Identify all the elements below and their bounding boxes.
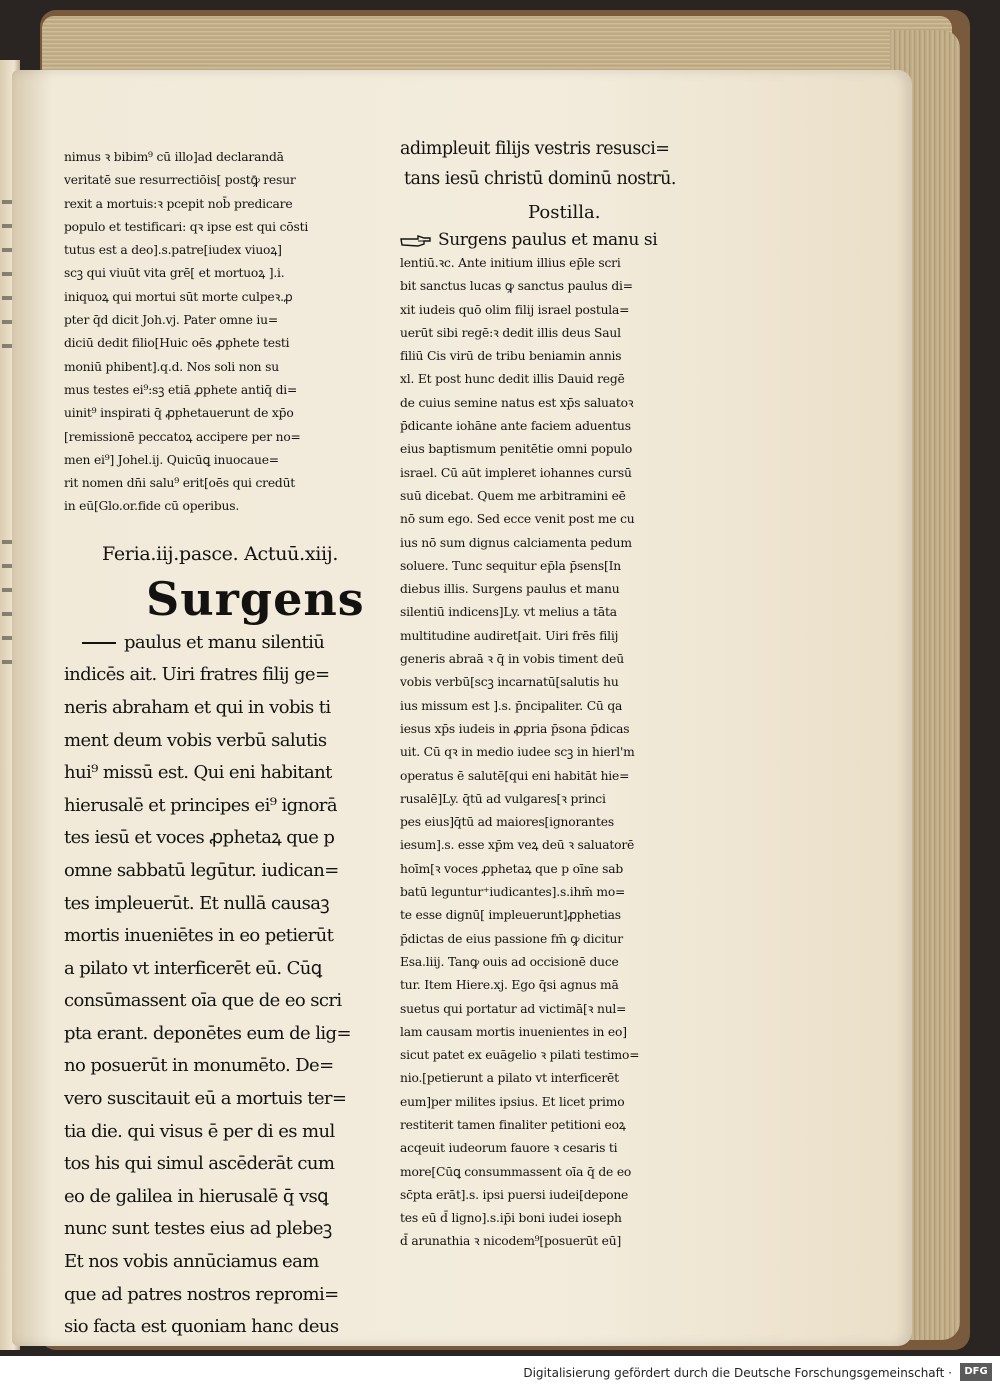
postilla-incipit [400,228,730,252]
text-line: iesus xp̄s iudeis in ꝓpria p̄sona p̄dicas [400,721,630,736]
text-line: iniquoꝝ qui mortui sūt morte culpeꝛ.ꝓ [64,289,293,304]
text-line: pter q̄d dicit Joh.vj. Pater omne iu= [64,313,278,328]
text-line: silentiū indicens]Ly. vt melius a tāta [400,605,617,620]
text-line-content: paulus et manu silentiū [124,631,325,653]
text-line: xit iudeis quō olim filij israel postula= [400,302,630,317]
text-line: sicut patet ex euāgelio ꝛ pilati testimo= [400,1048,640,1063]
printed-page [12,70,912,1346]
text-line: p̄dictas de eius passione fm̄ ꝙ dicitur [400,931,623,946]
text-line: nio.[petierunt a pilato vt interficerēt [400,1071,619,1086]
text-line: sio facta est quoniam hanc deus [64,1316,339,1338]
text-line: mus testes ei⁹:sꝫ etiā ꝓphete antiq̄ di= [64,382,298,397]
text-line: Et nos vobis annūciamus eam [64,1251,319,1273]
text-line: de cuius semine natus est xp̄s saluatoꝛ [400,395,634,410]
text-line: nimus ꝛ bibim⁹ cū illo]ad declarandā [64,150,284,164]
postilla-text-block [400,252,730,1254]
text-line: rusalē]Ly. q̄tū ad vulgares[ꝛ princi [400,791,606,806]
text-line: tutus est a deo].s.patre[iudex viuoꝝ] [64,243,282,258]
text-line: rit nomen dn̄i salu⁹ erit[oēs qui credūt [64,476,296,491]
text-line: indicēs ait. Uiri fratres filij ge= [64,664,330,686]
text-line: vobis verbū[scꝫ incarnatū[salutis hu [400,675,619,690]
text-line: diciū dedit filio[Huic oēs ꝓphete testi [64,336,290,351]
text-line: vero suscitauit eū a mortuis ter= [64,1088,347,1110]
text-line: tes impleuerūt. Et nullā causaꝫ [64,892,329,914]
text-line: tes iesū et voces ꝓphetaꝝ que p [64,827,335,849]
text-line: omne sabbatū legūtur. iudican= [64,859,339,881]
text-line: men ei⁹] Johel.ij. Quicūꝗ inuocaue= [64,452,279,467]
text-line: hoīm[ꝛ voces ꝓphetaꝝ que p oīne sab [400,861,624,876]
text-line: [remissionē peccatoꝝ accipere per no= [64,429,301,444]
text-line: ment deum vobis verbū salutis [64,729,327,751]
postilla-incipit-text: Surgens paulus et manu si [438,230,658,250]
text-line: que ad patres nostros repromi= [64,1283,339,1305]
text-line: acqeuit iudeorum fauore ꝛ cesaris ti [400,1141,618,1156]
text-line: suetus qui portatur ad victimā[ꝛ nul= [400,1001,627,1016]
left-column [64,146,384,1344]
lesson-text-block [64,627,384,1344]
postilla-heading: Postilla. [528,202,601,223]
text-line: tes eū d̄ ligno].s.ip̄i boni iudei ioseph [400,1211,622,1226]
text-line: mortis inueniētes in eo petierūt [64,925,334,947]
commentary-block [64,146,384,519]
text-line: lentiū.ꝛc. Ante initium illius ep̄le scri [400,256,621,270]
text-line: iesum].s. esse xp̄m veꝝ deū ꝛ saluatorē [400,838,635,853]
text-line: pes eius]q̄tū ad maiores[ignorantes [400,815,614,830]
text-line: more[Cūꝗ consummassent oīa q̄ de eo [400,1164,632,1179]
text-line: neris abraham et qui in vobis ti [64,696,331,718]
text-line: soluere. Tunc sequitur ep̄la p̄sens[In [400,558,622,573]
text-line: diebus illis. Surgens paulus et manu [400,582,620,597]
text-line: tia die. qui visus ē per di es mul [64,1120,335,1142]
text-line: tos his qui simul ascēderāt cum [64,1153,335,1175]
text-line: rexit a mortuis:ꝛ pcepit nob̄ predicare [64,196,293,211]
text-line: pta erant. deponētes eum de lig= [64,1022,351,1044]
page-block-top-edge [42,16,952,76]
text-line: uit. Cū qꝛ in medio iudee scꝫ in hierl'm [400,745,635,760]
funding-credit: Digitalisierung gefördert durch die Deutsche Forschungsgemeinschaft · [523,1366,952,1380]
text-line: adimpleuit filijs vestris resusci= [400,139,670,159]
text-line: p̄dicante iohāne ante faciem aduentus [400,419,631,434]
text-line: a pilato vt interficerēt eū. Cūꝗ [64,957,322,979]
attribution-footer [0,1356,1000,1389]
text-line: restiterit tamen finaliter petitioni eoꝝ [400,1117,626,1132]
text-line: eius baptismum penitētie omni populo [400,442,633,457]
text-line: israel. Cū aūt impleret iohannes cursū [400,465,632,480]
lesson-continuation [400,134,730,194]
text-line: in eū[Glo.or.fide cū operibus. [64,499,240,514]
text-line: batū leguntur⁺iudicantes].s.ihm̄ mo= [400,885,626,900]
text-line: nō sum ego. Sed ecce venit post me cu [400,512,635,527]
text-line: Esa.liij. Tanꝙ ouis ad occisionē duce [400,954,619,969]
text-line: lam causam mortis inuenientes in eo] [400,1024,627,1039]
text-line: moniū phibent].q.d. Nos soli non su [64,359,279,374]
text-line: ius missum est ].s. p̄ncipaliter. Cū qa [400,698,623,713]
text-line: tans iesū christū dominū nostrū. [404,169,676,189]
text-line [64,627,384,660]
text-line: populo et testificari: qꝛ ipse est qui cōsti [64,219,309,234]
text-line: suū dicebat. Quem me arbitramini eē [400,488,626,503]
text-line: eum]per milites ipsius. Et licet primo [400,1094,625,1109]
text-line: ius nō sum dignus calciamenta pedum [400,535,632,550]
text-line: scꝫ qui viuūt vita grē[ et mortuoꝝ ].i. [64,266,285,281]
text-line: operatus ē salutē[qui eni habitāt hie= [400,768,630,783]
right-column [400,134,730,1254]
text-line: filiū Cis virū de tribu beniamin annis [400,349,622,364]
text-line: veritatē sue resurrectiōis[ postꝙ̄ resur [64,173,296,188]
text-line: hierusalē et principes ei⁹ ignorā [64,794,337,816]
text-line: tur. Item Hiere.xj. Ego q̄si agnus mā [400,978,619,993]
text-line: xl. Et post hunc dedit illis Dauid regē [400,372,625,387]
text-line: consūmassent oīa que de eo scri [64,990,342,1012]
text-line: generis abraā ꝛ q̄ in vobis timent deū [400,652,624,667]
pointing-hand-icon [400,234,432,248]
text-line: nunc sunt testes eius ad plebeꝫ [64,1218,332,1240]
text-line: hui⁹ missū est. Qui eni habitant [64,762,332,784]
text-line: bit sanctus lucas ꝙ sanctus paulus di= [400,279,633,294]
text-line: te esse dignū[ impleuerunt]ꝓphetias [400,908,621,923]
text-line: d̄ arunathia ꝛ nicodem⁹[posuerūt eū] [400,1234,622,1249]
dfg-logo: DFG [960,1363,992,1381]
text-line: no posuerūt in monumēto. De= [64,1055,334,1077]
text-line: uinit⁹ inspirati q̄ ꝓphetauerunt de xp̄o [64,406,294,421]
text-line: multitudine audiret[ait. Uiri frēs filij [400,628,619,643]
text-line: eo de galilea in hierusalē q̄ vsꝗ [64,1185,328,1207]
dash-rule [82,642,116,644]
lesson-heading: Feria.iij.pasce. Actuū.xiij. [102,542,339,565]
text-line: sc̄pta erāt].s. ipsi puersi iudei[depone [400,1187,629,1202]
text-line: uerūt sibi regē:ꝛ dedit illis deus Saul [400,325,621,340]
lesson-incipit: Surgens [146,571,365,626]
